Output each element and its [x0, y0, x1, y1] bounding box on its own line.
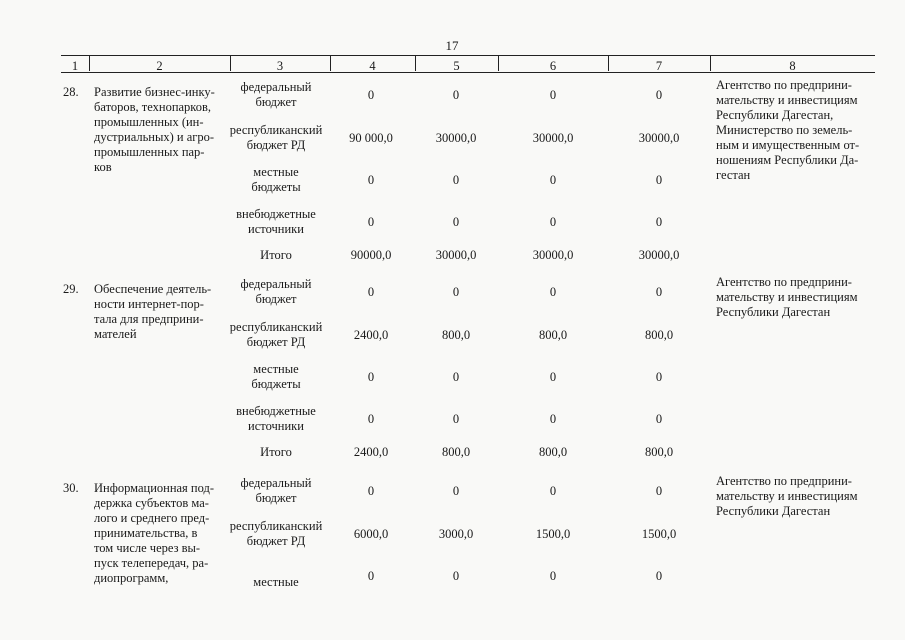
cell-value: 0	[549, 484, 557, 498]
cell-value: 800,0	[644, 328, 674, 342]
header-col-6: 6	[549, 59, 557, 73]
cell-value: 0	[452, 173, 460, 187]
header-col-4: 4	[369, 59, 376, 73]
source-label-line: Итого	[260, 445, 292, 459]
description-line: Обеспечение деятель-	[94, 282, 212, 296]
agency-line: мательству и инвестициям	[716, 489, 858, 503]
cell-value: 0	[549, 173, 557, 187]
cell-value: 30000,0	[435, 248, 477, 262]
cell-value: 0	[367, 484, 375, 498]
cell-value: 0	[655, 173, 663, 187]
cell-value: 0	[367, 285, 375, 299]
source-label-line: бюджет РД	[246, 534, 306, 548]
description-line: дустриальных) и агро-	[94, 130, 215, 144]
description-line: Развитие бизнес-инку-	[94, 85, 215, 99]
cell-value: 6000,0	[353, 527, 389, 541]
source-label-line: бюджет РД	[246, 335, 306, 349]
header-col-5: 5	[453, 59, 460, 73]
source-label-line: местные	[253, 575, 299, 589]
cell-value: 0	[655, 370, 663, 384]
description-line: принимательства, в	[94, 526, 198, 540]
header-top-rule	[61, 55, 875, 56]
cell-value: 800,0	[538, 445, 568, 459]
source-label-line: бюджет	[255, 491, 297, 505]
cell-value: 800,0	[441, 445, 471, 459]
source-label-line: внебюджетные	[236, 207, 316, 221]
row-agency	[716, 474, 876, 519]
cell-value: 0	[655, 412, 663, 426]
source-label-line: местные	[253, 362, 299, 376]
description-line: промышленных пар-	[94, 145, 205, 159]
source-label-line: федеральный	[240, 277, 312, 291]
row-agency	[716, 275, 876, 320]
cell-value: 90000,0	[350, 248, 392, 262]
cell-value: 0	[452, 88, 460, 102]
description-line: том числе через вы-	[94, 541, 201, 555]
cell-value: 0	[655, 285, 663, 299]
cell-value: 0	[549, 215, 557, 229]
agency-line: гестан	[716, 168, 751, 182]
description-line: тала для предприни-	[94, 312, 204, 326]
source-label	[226, 123, 326, 153]
cell-value: 0	[549, 88, 557, 102]
source-label	[226, 404, 326, 434]
header-col-1: 1	[71, 59, 79, 73]
cell-value: 0	[655, 88, 663, 102]
row-number: 28.	[63, 85, 79, 99]
source-label	[226, 320, 326, 350]
agency-line: Министерство по земель-	[716, 123, 853, 137]
agency-line: мательству и инвестициям	[716, 290, 858, 304]
description-line: ков	[94, 160, 112, 174]
source-label-line: Итого	[260, 248, 292, 262]
source-label	[226, 575, 326, 590]
cell-value: 0	[367, 412, 375, 426]
source-label	[226, 519, 326, 549]
source-label-line: бюджеты	[251, 377, 301, 391]
cell-value: 0	[452, 370, 460, 384]
cell-value: 2400,0	[353, 328, 389, 342]
source-label	[226, 277, 326, 307]
agency-line: Республики Дагестан,	[716, 108, 834, 122]
row-description	[94, 481, 230, 586]
agency-line: Республики Дагестан	[716, 504, 831, 518]
source-label	[226, 445, 326, 460]
row-agency	[716, 78, 876, 183]
description-line: держка субъектов ма-	[94, 496, 209, 510]
source-label-line: бюджеты	[251, 180, 301, 194]
cell-value: 0	[452, 412, 460, 426]
agency-line: Агентство по предприни-	[716, 78, 852, 92]
header-col-3: 3	[276, 59, 284, 73]
description-line: пуск телепередач, ра-	[94, 556, 209, 570]
cell-value: 90 000,0	[349, 131, 393, 145]
cell-value: 0	[655, 569, 663, 583]
cell-value: 2400,0	[353, 445, 389, 459]
row-description	[94, 85, 230, 175]
agency-line: ношениям Республики Да-	[716, 153, 859, 167]
source-label	[226, 362, 326, 392]
cell-value: 0	[549, 370, 557, 384]
source-label-line: источники	[248, 222, 304, 236]
cell-value: 30000,0	[532, 131, 574, 145]
description-line: промышленных (ин-	[94, 115, 204, 129]
agency-line: мательству и инвестициям	[716, 93, 858, 107]
cell-value: 1500,0	[641, 527, 677, 541]
header-col-8: 8	[789, 59, 796, 73]
cell-value: 0	[367, 370, 375, 384]
cell-value: 0	[367, 569, 375, 583]
cell-value: 800,0	[441, 328, 471, 342]
agency-line: Агентство по предприни-	[716, 474, 852, 488]
description-line: мателей	[94, 327, 137, 341]
cell-value: 1500,0	[535, 527, 571, 541]
source-label-line: бюджет РД	[246, 138, 306, 152]
cell-value: 0	[367, 173, 375, 187]
cell-value: 30000,0	[532, 248, 574, 262]
row-number: 29.	[63, 282, 79, 296]
source-label	[226, 165, 326, 195]
cell-value: 30000,0	[435, 131, 477, 145]
description-line: ности интернет-пор-	[94, 297, 204, 311]
agency-line: Республики Дагестан	[716, 305, 831, 319]
cell-value: 0	[367, 215, 375, 229]
description-line: баторов, технопарков,	[94, 100, 212, 114]
source-label-line: федеральный	[240, 476, 312, 490]
source-label	[226, 207, 326, 237]
source-label-line: бюджет	[255, 292, 297, 306]
cell-value: 0	[655, 484, 663, 498]
source-label-line: источники	[248, 419, 304, 433]
cell-value: 800,0	[644, 445, 674, 459]
cell-value: 800,0	[538, 328, 568, 342]
source-label	[226, 476, 326, 506]
source-label-line: республиканский	[229, 320, 323, 334]
header-col-7: 7	[655, 59, 663, 73]
cell-value: 0	[452, 285, 460, 299]
cell-value: 0	[549, 569, 557, 583]
description-line: лого и среднего пред-	[94, 511, 210, 525]
source-label-line: федеральный	[240, 80, 312, 94]
description-line: диопрограмм,	[94, 571, 169, 585]
source-label-line: республиканский	[229, 123, 323, 137]
source-label-line: бюджет	[255, 95, 297, 109]
cell-value: 30000,0	[638, 131, 680, 145]
cell-value: 3000,0	[438, 527, 474, 541]
source-label	[226, 80, 326, 110]
cell-value: 0	[367, 88, 375, 102]
agency-line: ным и имущественным от-	[716, 138, 860, 152]
cell-value: 0	[452, 569, 460, 583]
agency-line: Агентство по предприни-	[716, 275, 852, 289]
cell-value: 0	[452, 484, 460, 498]
source-label-line: внебюджетные	[236, 404, 316, 418]
page-number: 17	[445, 38, 459, 53]
cell-value: 0	[655, 215, 663, 229]
description-line: Информационная под-	[94, 481, 215, 495]
header-col-2: 2	[156, 59, 163, 73]
source-label	[226, 248, 326, 263]
source-label-line: местные	[253, 165, 299, 179]
cell-value: 0	[452, 215, 460, 229]
row-description	[94, 282, 230, 342]
source-label-line: республиканский	[229, 519, 323, 533]
cell-value: 30000,0	[638, 248, 680, 262]
cell-value: 0	[549, 412, 557, 426]
row-number: 30.	[63, 481, 79, 495]
cell-value: 0	[549, 285, 557, 299]
